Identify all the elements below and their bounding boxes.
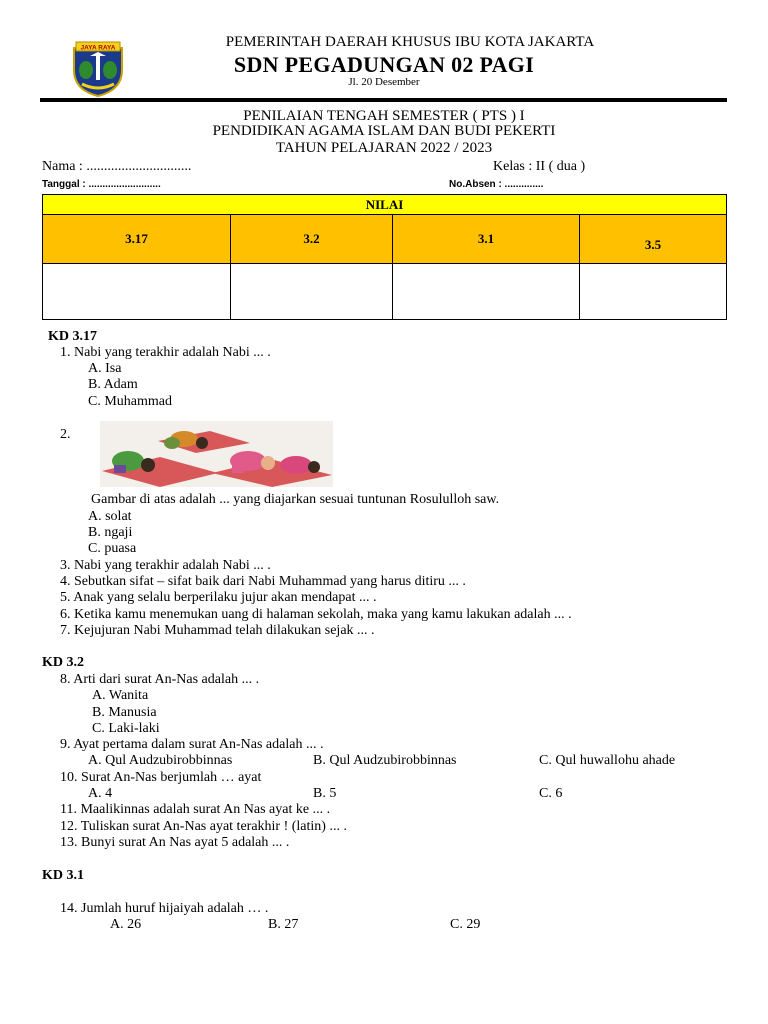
answer-option[interactable]: C. 29 bbox=[450, 917, 481, 932]
question-item: 6. Ketika kamu menemukan uang di halaman sekolah, maka yang kamu lakukan adalah ... . bbox=[60, 607, 572, 622]
date-field[interactable]: Tanggal : .......................... bbox=[42, 179, 161, 190]
score-table-title: NILAI bbox=[43, 195, 727, 215]
question-item: 5. Anak yang selalu berperilaku jujur akan mendapat ... . bbox=[60, 590, 377, 605]
answer-option[interactable]: B. ngaji bbox=[88, 525, 133, 540]
letterhead-divider bbox=[40, 98, 727, 102]
logo-text: JAYA RAYA bbox=[80, 44, 116, 52]
answer-option[interactable]: B. 5 bbox=[313, 786, 337, 801]
exam-year: TAHUN PELAJARAN 2022 / 2023 bbox=[275, 140, 493, 156]
score-column-header: 3.17 bbox=[43, 215, 231, 264]
question-item: 12. Tuliskan surat An-Nas ayat terakhir ! (latin) ... . bbox=[60, 819, 347, 834]
answer-option[interactable]: B. Manusia bbox=[92, 705, 157, 720]
exam-subject: PENDIDIKAN AGAMA ISLAM DAN BUDI PEKERTI bbox=[212, 123, 556, 139]
answer-option[interactable]: B. Qul Audzubirobbinnas bbox=[313, 753, 457, 768]
score-cell[interactable] bbox=[393, 264, 580, 320]
score-cell[interactable] bbox=[231, 264, 393, 320]
question-item: 2. bbox=[60, 427, 71, 442]
score-column-header: 3.1 bbox=[393, 215, 580, 264]
student-class: Kelas : II ( dua ) bbox=[493, 159, 586, 174]
answer-option[interactable]: A. Wanita bbox=[92, 688, 149, 703]
question-item: 7. Kejujuran Nabi Muhammad telah dilakukan sejak ... . bbox=[60, 623, 375, 638]
children-praying-illustration bbox=[100, 421, 333, 487]
school-address: Jl. 20 Desember bbox=[348, 76, 420, 88]
answer-option[interactable]: C. Muhammad bbox=[88, 394, 172, 409]
answer-option[interactable]: A. Qul Audzubirobbinnas bbox=[88, 753, 233, 768]
question-item: 9. Ayat pertama dalam surat An-Nas adalah ... . bbox=[60, 737, 324, 752]
question-item: 10. Surat An-Nas berjumlah … ayat bbox=[60, 770, 262, 785]
section-heading: KD 3.2 bbox=[42, 655, 84, 670]
answer-option[interactable]: A. 26 bbox=[110, 917, 142, 932]
score-table bbox=[42, 194, 727, 320]
question-item: 3. Nabi yang terakhir adalah Nabi ... . bbox=[60, 558, 271, 573]
score-cell[interactable] bbox=[43, 264, 231, 320]
answer-option[interactable]: C. Qul huwallohu ahade bbox=[539, 753, 676, 768]
question-item: 13. Bunyi surat An Nas ayat 5 adalah ... . bbox=[60, 835, 290, 850]
government-heading: PEMERINTAH DAERAH KHUSUS IBU KOTA JAKARTA bbox=[225, 34, 595, 50]
question-item: 11. Maalikinnas adalah surat An Nas ayat ke ... . bbox=[60, 802, 331, 817]
score-cell[interactable] bbox=[580, 264, 727, 320]
answer-option[interactable]: A. 4 bbox=[88, 786, 113, 801]
question-item: 1. Nabi yang terakhir adalah Nabi ... . bbox=[60, 345, 271, 360]
score-column-header: 3.2 bbox=[231, 215, 393, 264]
student-name-field[interactable]: Nama : .............................. bbox=[42, 159, 192, 174]
answer-option[interactable]: B. Adam bbox=[88, 377, 138, 392]
answer-option[interactable]: A. Isa bbox=[88, 361, 122, 376]
question-item: 14. Jumlah huruf hijaiyah adalah … . bbox=[60, 901, 269, 916]
answer-option[interactable]: C. puasa bbox=[88, 541, 137, 556]
question-item: 8. Arti dari surat An-Nas adalah ... . bbox=[60, 672, 260, 687]
section-heading: KD 3.17 bbox=[48, 329, 97, 344]
absen-number-field[interactable]: No.Absen : .............. bbox=[449, 179, 544, 190]
score-column-header: 3.5 bbox=[580, 215, 727, 264]
answer-option[interactable]: C. 6 bbox=[539, 786, 563, 801]
section-heading: KD 3.1 bbox=[42, 868, 84, 883]
question-item: 4. Sebutkan sifat – sifat baik dari Nabi Muhammad yang harus ditiru ... . bbox=[60, 574, 466, 589]
answer-option[interactable]: B. 27 bbox=[268, 917, 299, 932]
answer-option[interactable]: A. solat bbox=[88, 509, 132, 524]
answer-option[interactable]: C. Laki-laki bbox=[92, 721, 160, 736]
question-text: Gambar di atas adalah ... yang diajarkan sesuai tuntunan Rosululloh saw. bbox=[91, 492, 500, 507]
school-name: SDN PEGADUNGAN 02 PAGI bbox=[233, 52, 535, 77]
exam-title: PENILAIAN TENGAH SEMESTER ( PTS ) I bbox=[243, 108, 525, 124]
